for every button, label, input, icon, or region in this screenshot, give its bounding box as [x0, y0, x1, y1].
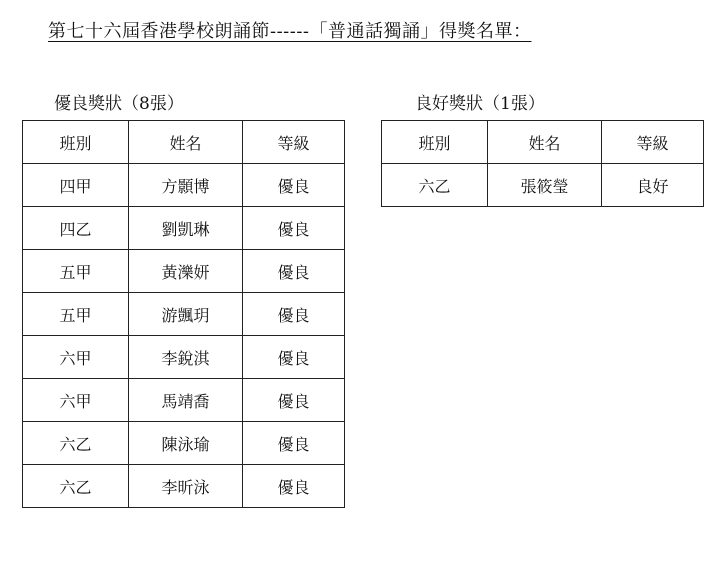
cell-class: 六乙 — [23, 422, 129, 465]
cell-name: 游颽玥 — [129, 293, 243, 336]
cell-grade: 優良 — [243, 336, 345, 379]
table-header-row — [23, 121, 345, 164]
column-header-class: 班別 — [23, 121, 129, 164]
cell-grade: 優良 — [243, 465, 345, 508]
table-row — [23, 379, 345, 422]
merit-award-heading: 優良獎狀（8張） — [54, 94, 184, 114]
cell-grade: 優良 — [243, 379, 345, 422]
document-title: 第七十六屆香港學校朗誦節------「普通話獨誦」得獎名單： — [48, 21, 532, 42]
column-header-name: 姓名 — [129, 121, 243, 164]
merit-award-table — [22, 120, 345, 508]
table-header-row — [382, 121, 704, 164]
cell-class: 五甲 — [23, 250, 129, 293]
cell-name: 陳泳瑜 — [129, 422, 243, 465]
proficiency-award-table — [381, 120, 704, 207]
cell-name: 馬靖喬 — [129, 379, 243, 422]
cell-class: 四甲 — [23, 164, 129, 207]
cell-class: 五甲 — [23, 293, 129, 336]
cell-name: 劉凱琳 — [129, 207, 243, 250]
table-row — [23, 250, 345, 293]
table-row — [23, 207, 345, 250]
cell-class: 六乙 — [23, 465, 129, 508]
cell-grade: 優良 — [243, 207, 345, 250]
cell-name: 張筱瑩 — [488, 164, 602, 207]
cell-grade: 優良 — [243, 293, 345, 336]
cell-name: 李昕泳 — [129, 465, 243, 508]
cell-class: 六甲 — [23, 379, 129, 422]
cell-name: 方顥博 — [129, 164, 243, 207]
column-header-grade: 等級 — [602, 121, 704, 164]
cell-name: 李銳淇 — [129, 336, 243, 379]
column-header-grade: 等級 — [243, 121, 345, 164]
table-row — [23, 422, 345, 465]
column-header-class: 班別 — [382, 121, 488, 164]
table-row — [23, 336, 345, 379]
cell-grade: 優良 — [243, 164, 345, 207]
table-row — [23, 293, 345, 336]
cell-grade: 良好 — [602, 164, 704, 207]
table-row — [382, 164, 704, 207]
cell-class: 六甲 — [23, 336, 129, 379]
cell-grade: 優良 — [243, 250, 345, 293]
proficiency-award-heading: 良好獎狀（1張） — [415, 94, 545, 114]
table-row — [23, 164, 345, 207]
table-row — [23, 465, 345, 508]
cell-name: 黃濼妍 — [129, 250, 243, 293]
cell-grade: 優良 — [243, 422, 345, 465]
column-header-name: 姓名 — [488, 121, 602, 164]
cell-class: 四乙 — [23, 207, 129, 250]
cell-class: 六乙 — [382, 164, 488, 207]
